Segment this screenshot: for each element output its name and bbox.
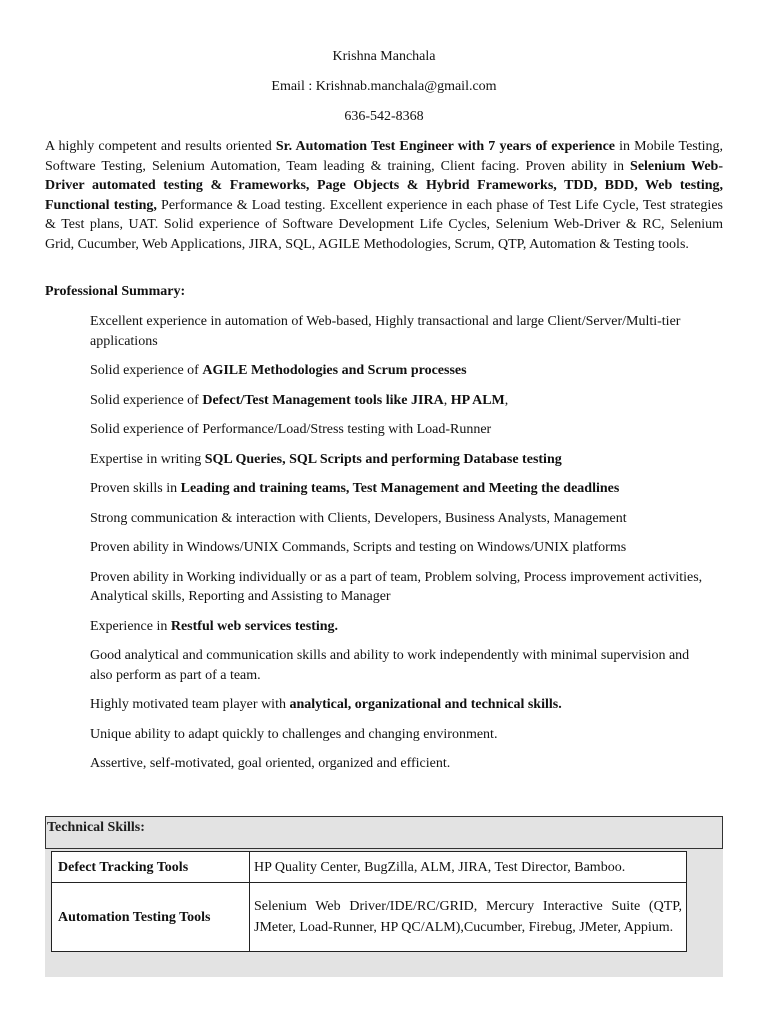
summary-text: Solid experience of (90, 363, 203, 378)
summary-item (90, 361, 712, 381)
summary-text: , (443, 392, 451, 408)
summary-bold: SQL Queries, SQL Scripts and performing Database testing (204, 451, 562, 467)
table-row (52, 883, 687, 952)
summary-bold: Leading and training teams, Test Management and Meeting the deadlines (180, 481, 620, 496)
summary-item (90, 450, 712, 470)
summary-item (90, 646, 712, 685)
summary-text: Good analytical and communication skills and ability to work independently with minimal supervision and also perform as part of a team. (90, 648, 690, 683)
summary-item (90, 391, 712, 411)
professional-summary-heading: Professional Summary: (45, 284, 186, 299)
intro-paragraph (45, 137, 723, 254)
summary-bold: analytical, organizational and technical skills. (289, 697, 562, 712)
summary-text: Highly motivated team player with (90, 697, 290, 712)
summary-item (90, 479, 712, 499)
technical-skills-heading: Technical Skills: (45, 816, 723, 849)
summary-text: Solid experience of (90, 392, 203, 408)
summary-text: Proven skills in (90, 481, 181, 496)
intro-text: A highly competent and results oriented (45, 139, 276, 154)
technical-skills-table (51, 851, 687, 952)
summary-text: Proven ability in Working individually or as a part of team, Problem solving, Process improvement activities, Analytical skills, Reporting and Assisting to Manager (90, 569, 703, 604)
summary-text: Assertive, self-motivated, goal oriented, organized and efficient. (90, 756, 451, 771)
summary-bold: Defect/Test Management tools like JIRA (202, 392, 444, 408)
summary-item (90, 568, 712, 607)
professional-summary-list (90, 312, 712, 784)
intro-bold-skills: Selenium Web-Driver automated testing & Frameworks, Page Objects & Hybrid Frameworks, TDD, BDD, Web testing, Functional testing, (45, 158, 723, 213)
summary-text: Strong communication & interaction with Clients, Developers, Business Analysts, Management (90, 510, 627, 526)
summary-text: , (504, 392, 509, 408)
skill-category: Automation Testing Tools (52, 883, 250, 952)
email-line: Email : Krishnab.manchala@gmail.com (271, 79, 497, 94)
summary-text: Unique ability to adapt quickly to challenges and changing environment. (90, 726, 498, 742)
phone-number: 636-542-8368 (344, 109, 424, 124)
summary-item (90, 617, 712, 637)
summary-item (90, 695, 712, 715)
summary-item (90, 754, 712, 774)
summary-text: Excellent experience in automation of Web-based, Highly transactional and large Client/Server/Multi-tier applications (90, 314, 681, 349)
intro-text: in Mobile Testing, Software Testing, Selenium Automation, Team leading & training, Client facing. Proven ability in (45, 139, 724, 174)
summary-text: Expertise in writing (90, 451, 205, 467)
table-row (52, 852, 687, 883)
intro-bold-title: Sr. Automation Test Engineer with 7 years of experience (275, 139, 616, 154)
summary-item (90, 420, 712, 440)
summary-item (90, 538, 712, 558)
skill-tools: HP Quality Center, BugZilla, ALM, JIRA, Test Director, Bamboo. (250, 852, 687, 883)
summary-item (90, 312, 712, 351)
summary-bold: Restful web services testing. (170, 618, 339, 634)
intro-text: Performance & Load testing. Excellent experience in each phase of Test Life Cycle, Test strategies & Test plans, UAT. Solid experience of Software Development Life Cycles, Selenium Web-Driver & RC, Selenium Grid, Cucumber, Web Applications, JIRA, SQL, AGILE Methodologies, Scrum, QTP, Automation & Testing tools. (45, 197, 723, 252)
summary-bold: AGILE Methodologies and Scrum processes (202, 363, 467, 378)
summary-text: Proven ability in Windows/UNIX Commands, Scripts and testing on Windows/UNIX platforms (90, 540, 627, 555)
summary-item (90, 725, 712, 745)
candidate-name: Krishna Manchala (332, 49, 436, 64)
technical-skills-section (45, 816, 723, 977)
skill-category: Defect Tracking Tools (52, 852, 250, 883)
skill-tools: Selenium Web Driver/IDE/RC/GRID, Mercury Interactive Suite (QTP, JMeter, Load-Runner, HP QC/ALM),Cucumber, Firebug, JMeter, Appium. (250, 883, 687, 952)
summary-text: Solid experience of Performance/Load/Stress testing with Load-Runner (90, 422, 492, 437)
summary-bold: HP ALM (450, 392, 505, 408)
summary-item (90, 509, 712, 529)
summary-text: Experience in (90, 618, 171, 634)
